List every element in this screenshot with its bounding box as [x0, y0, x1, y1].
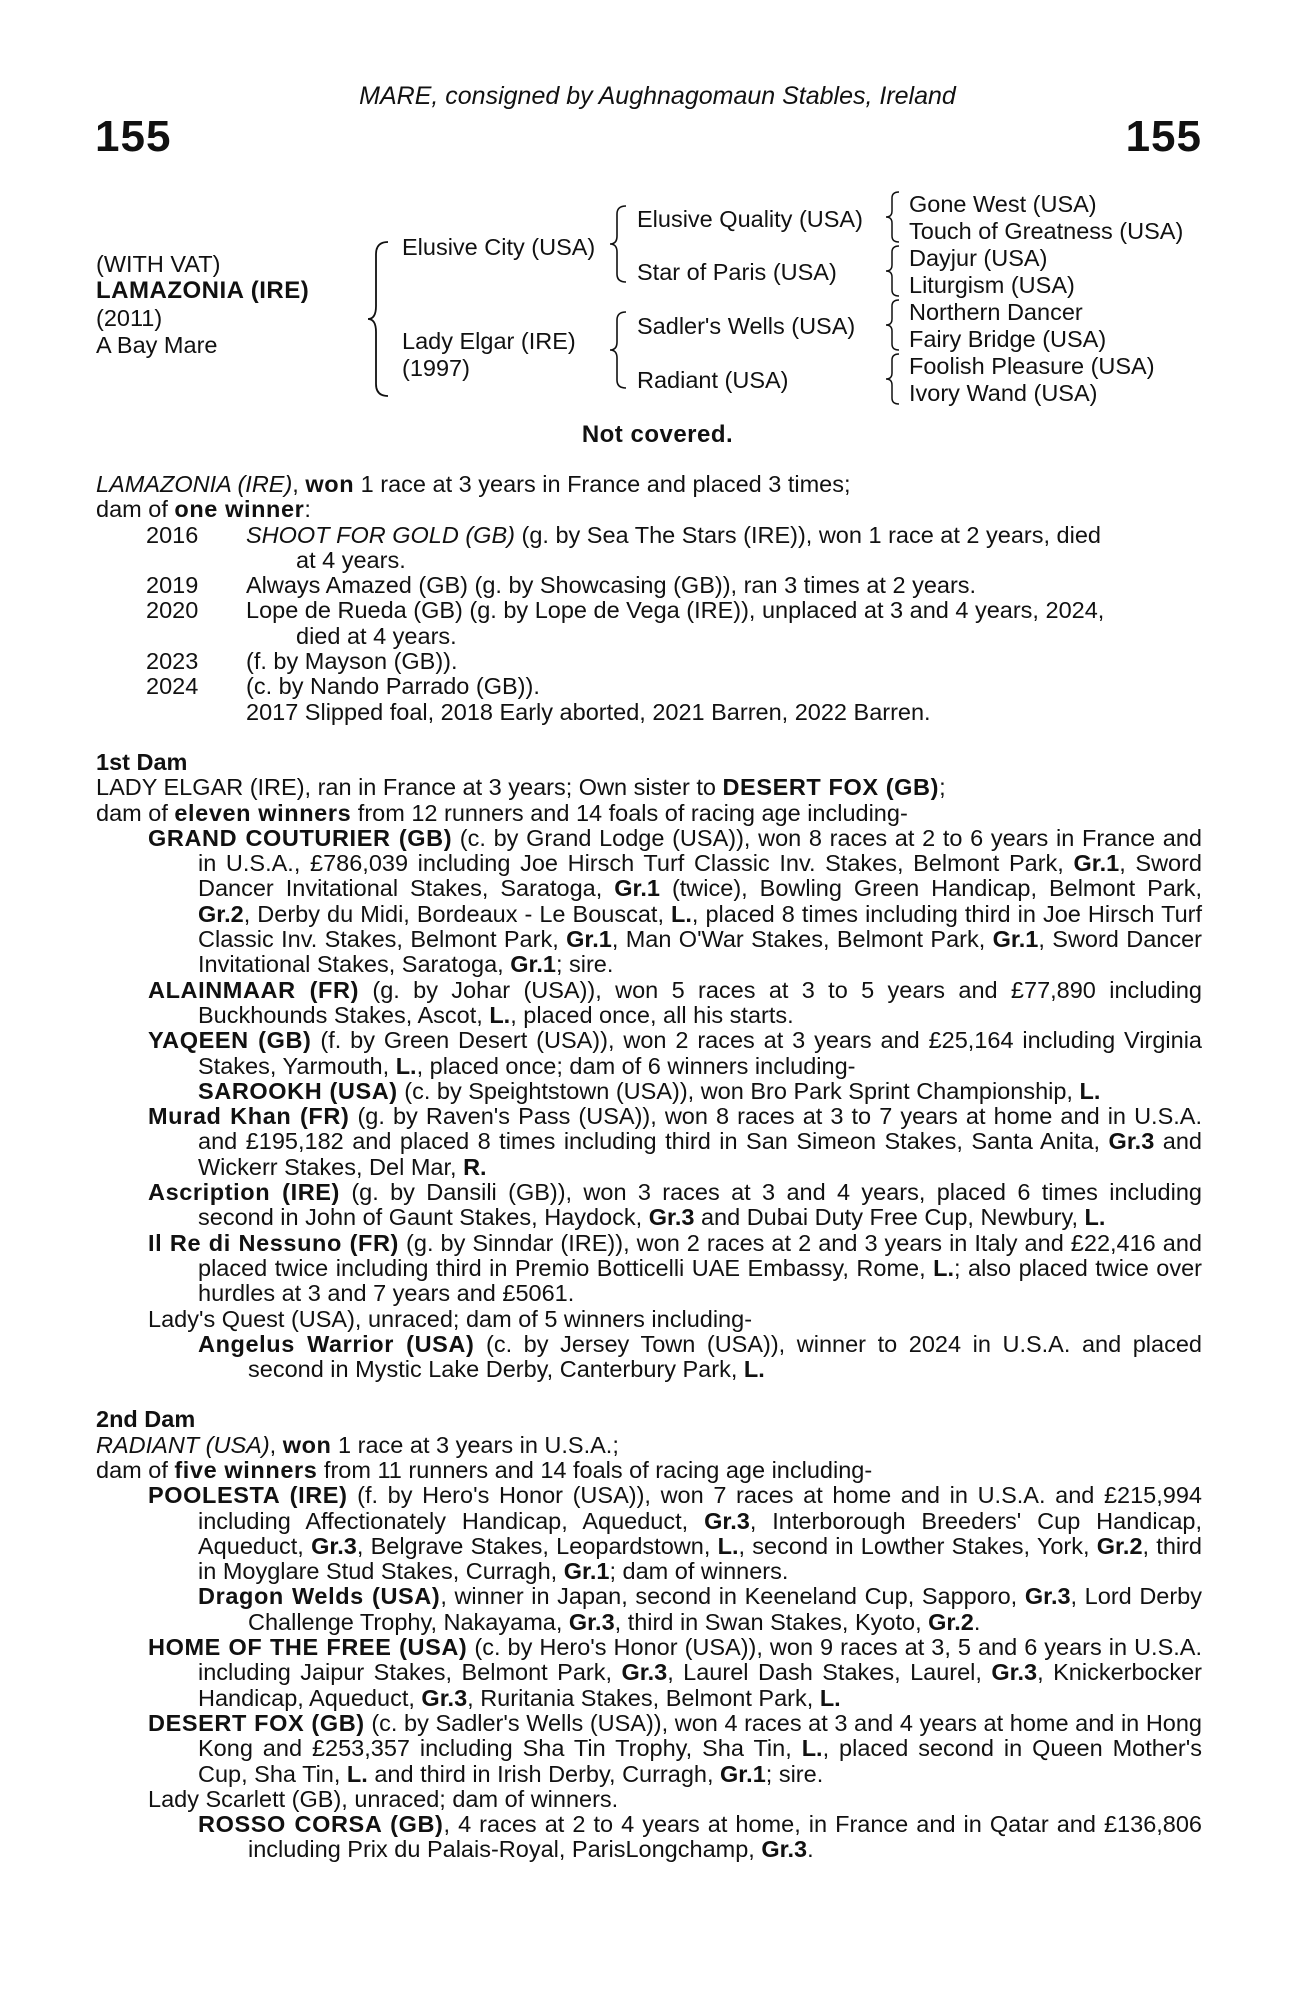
foal-row: 2020 Lope de Rueda (GB) (g. by Lope de Vega (IRE)), unplaced at 3 and 4 years, 2024, died at 4 years.: [146, 597, 1105, 649]
grand-progeny-entry: SAROOKH (USA) (c. by Speightstown (USA)), won Bro Park Sprint Championship, L.: [198, 1077, 1101, 1104]
produce-intro: LAMAZONIA (IRE), won 1 race at 3 years in France and placed 3 times;: [96, 471, 851, 497]
sire-dam-sire: Dayjur (USA): [909, 245, 1048, 271]
dam-sire: Sadler's Wells (USA): [637, 313, 856, 339]
dam-dam-dam: Ivory Wand (USA): [909, 380, 1098, 406]
second-dam-heading: 2nd Dam: [96, 1406, 196, 1433]
dam-sire-dam: Fairy Bridge (USA): [909, 326, 1107, 352]
progeny-entry: HOME OF THE FREE (USA) (c. by Hero's Honor (USA)), won 9 races at 3, 5 and 6 years in U.S.A. including Jaipur Stakes, Belmont Park, Gr.3, Laurel Dash Stakes, Laurel, Gr.3, Knickerbocker Handicap, Aqueduct, Gr.3, Ruritania Stakes, Belmont Park, L.: [148, 1634, 1202, 1711]
sire-dam: Star of Paris (USA): [637, 259, 837, 285]
progeny-entry: DESERT FOX (GB) (c. by Sadler's Wells (USA)), won 4 races at 3 and 4 years at home and in Hong Kong and £253,357 including Sha Tin Trophy, Sha Tin, L., placed second in Queen Mother's Cup, Sha Tin, L. and third in Irish Derby, Curragh, Gr.1; sire.: [148, 1709, 1203, 1787]
second-dam-dam-of: dam of five winners from 11 runners and 14 foals of racing age including-: [96, 1456, 873, 1483]
grand-progeny-entry: Dragon Welds (USA), winner in Japan, second in Keeneland Cup, Sapporo, Gr.3, Lord Derby Challenge Trophy, Nakayama, Gr.3, third in Swan Stakes, Kyoto, Gr.2.: [198, 1583, 1203, 1635]
progeny-entry: Ascription (IRE) (g. by Dansili (GB)), won 3 races at 3 and 4 years, placed 6 times including second in John of Gaunt Stakes, Haydock, Gr.3 and Dubai Duty Free Cup, Newbury, L.: [148, 1179, 1202, 1231]
consignor-subtitle: MARE, consigned by Aughnagomaun Stables, Ireland: [359, 82, 956, 110]
progeny-entry: Murad Khan (FR) (g. by Raven's Pass (USA)), won 8 races at 3 to 7 years at home and in U.S.A. and £195,182 and placed 8 times including third in San Simeon Stakes, Santa Anita, Gr.3 and Wickerr Stakes, Del Mar, R.: [148, 1103, 1202, 1180]
progeny-entry: POOLESTA (IRE) (f. by Hero's Honor (USA)), won 7 races at home and in U.S.A. and £215,994 including Affectionately Handicap, Aqueduct, Gr.3, Interborough Breeders' Cup Handicap, Aqueduct, Gr.3, Belgrave Stakes, Leopardstown, L., second in Lowther Stakes, York, Gr.2, third in Moyglare Stud Stakes, Curragh, Gr.1; dam of winners.: [148, 1482, 1203, 1585]
lot-number-right: 155: [1125, 112, 1202, 161]
progeny-entry: Il Re di Nessuno (FR) (g. by Sinndar (IRE)), won 2 races at 2 and 3 years in Italy and £22,416 and placed twice including third in Premio Botticelli UAE Embassy, Rome, L.; also placed twice over hurdles at 3 and 7 years and £5061.: [148, 1229, 1203, 1307]
progeny-entry: Lady Scarlett (GB), unraced; dam of winners.: [148, 1785, 619, 1812]
second-dam-intro: RADIANT (USA), won 1 race at 3 years in U.S.A.;: [96, 1431, 619, 1458]
pedigree-brace-dam: [608, 310, 630, 390]
progeny-entry: ALAINMAAR (FR) (g. by Johar (USA)), won 5 races at 3 to 5 years and £77,890 including Buckhounds Stakes, Ascot, L., placed once, all his starts.: [148, 976, 1202, 1028]
pedigree-brace-ds: [884, 298, 902, 352]
horse-name: LAMAZONIA (IRE): [96, 277, 310, 304]
foal-row: 2016 SHOOT FOR GOLD (GB) (g. by Sea The Stars (IRE)), won 1 race at 2 years, died at 4 years.: [146, 521, 1101, 573]
foal-row: 2023 (f. by Mayson (GB)).: [146, 648, 458, 675]
progeny-entry: GRAND COUTURIER (GB) (c. by Grand Lodge (USA)), won 8 races at 2 to 6 years in France and in U.S.A., £786,039 including Joe Hirsch Turf Classic Inv. Stakes, Belmont Park, Gr.1, Sword Dancer Invitational Stakes, Saratoga, Gr.1 (twice), Bowling Green Handicap, Belmont Park, Gr.2, Derby du Midi, Bordeaux - Le Bouscat, L., placed 8 times including third in Joe Hirsch Turf Classic Inv. Stakes, Belmont Park, Gr.1, Man O'War Stakes, Belmont Park, Gr.1, Sword Dancer Invitational Stakes, Saratoga, Gr.1; sire.: [148, 824, 1203, 978]
first-dam-dam-of: dam of eleven winners from 12 runners and 14 foals of racing age including-: [96, 799, 908, 826]
lot-number-left: 155: [95, 112, 172, 161]
foal-row: 2024 (c. by Nando Parrado (GB)).: [146, 673, 540, 700]
dam-dam-sire: Foolish Pleasure (USA): [909, 353, 1155, 379]
pedigree-brace-ss: [884, 190, 902, 244]
sire-sire-dam: Touch of Greatness (USA): [909, 218, 1184, 244]
dam-year: (1997): [402, 355, 470, 381]
barren-note-row: 2017 Slipped foal, 2018 Early aborted, 2021 Barren, 2022 Barren.: [246, 698, 931, 725]
sire-dam-dam: Liturgism (USA): [909, 272, 1075, 298]
vat-label: (WITH VAT): [96, 251, 221, 277]
first-dam-heading: 1st Dam: [96, 748, 188, 775]
pedigree-brace-main: [366, 240, 394, 398]
dam-dam: Radiant (USA): [637, 367, 789, 393]
covering-status: Not covered.: [581, 421, 734, 448]
sire-name: Elusive City (USA): [402, 234, 596, 260]
foal-row: 2019 Always Amazed (GB) (g. by Showcasing (GB)), ran 3 times at 2 years.: [146, 572, 977, 599]
pedigree-brace-sd: [884, 244, 902, 298]
progeny-entry: YAQEEN (GB) (f. by Green Desert (USA)), won 2 races at 3 years and £25,164 including Virginia Stakes, Yarmouth, L., placed once; dam of 6 winners including-: [148, 1027, 1202, 1079]
first-dam-intro: LADY ELGAR (IRE), ran in France at 3 years; Own sister to DESERT FOX (GB);: [96, 774, 946, 801]
catalogue-text: [96, 472, 1202, 1863]
horse-description: A Bay Mare: [96, 332, 218, 358]
pedigree-brace-sire: [608, 204, 630, 284]
produce-dam-of: dam of one winner:: [96, 496, 311, 523]
sire-sire-sire: Gone West (USA): [909, 191, 1097, 217]
grand-progeny-entry: ROSSO CORSA (GB), 4 races at 2 to 4 years at home, in France and in Qatar and £136,806 including Prix du Palais-Royal, ParisLongchamp, Gr.3.: [198, 1811, 1203, 1863]
dam-sire-sire: Northern Dancer: [909, 299, 1083, 325]
progeny-entry: Lady's Quest (USA), unraced; dam of 5 winners including-: [148, 1305, 753, 1332]
grand-progeny-entry: Angelus Warrior (USA) (c. by Jersey Town (USA)), winner to 2024 in U.S.A. and placed second in Mystic Lake Derby, Canterbury Park, L.: [198, 1330, 1202, 1383]
pedigree-table: [0, 190, 1315, 420]
horse-year: (2011): [96, 305, 163, 331]
dam-name: Lady Elgar (IRE): [402, 328, 576, 354]
sire-sire: Elusive Quality (USA): [637, 206, 863, 232]
pedigree-brace-dd: [884, 352, 902, 406]
